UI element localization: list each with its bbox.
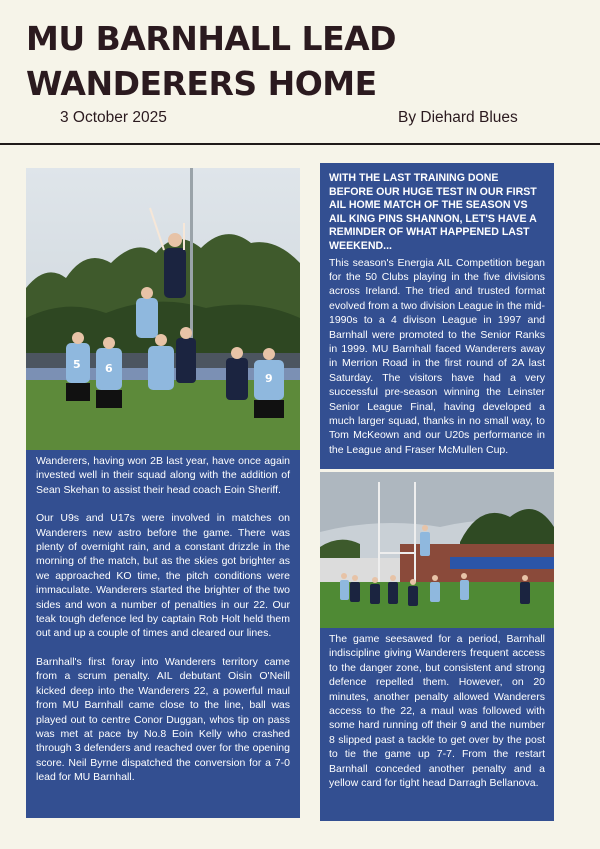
- left-article-panel: [26, 450, 300, 818]
- right-article-panel-top: [320, 163, 554, 469]
- article-intro: WITH THE LAST TRAINING DONE BEFORE OUR HUGE TEST IN OUR FIRST AIL HOME MATCH OF THE SEASON VS AIL KING PINS SHANNON, LET'S HAVE A REMINDER OF WHAT HAPPENED LAST WEEKEND...: [329, 172, 537, 252]
- article-paragraph: This season's Energia AIL Competition began for the 50 Clubs playing in the five divisions across Ireland. The tried and trusted format evolved from a two division League in the mid-1990s to a 4 divison League in 1997 and Barnhall were promoted to the Senior Ranks in 1999. MU Barnhall faced Wanderers away in Merrion Road in the first round of 2A last Saturday. The visitors have had a very successful pre-season winning the Leinster Senior League Final, having developed a much larger squad, thanks in no small way, to Tom McKeown and our U20s performance in the League and Fraser McMullen Cup.: [329, 256, 545, 456]
- article-author: By Diehard Blues: [398, 109, 518, 126]
- article-paragraph: Our U9s and U17s were involved in matches on Wanderers new astro before the game. There was plenty of overnight rain, and a constant drizzle in the morning of the match, but as the skies got brighter as we approached KO time, the pitch conditions were immaculate. Wanderers started the brighter of the two sides and won a number of penalties in our 22. Our teak tough defence led by captain Rob Holt held them out and up a couple of times and cleared our lines.: [36, 512, 290, 640]
- article-paragraph: Wanderers, having won 2B last year, have once again invested well in their squad along with the addition of Sean Skehan to assist their head coach Eoin Sheriff.: [36, 455, 290, 496]
- article-paragraph: The game seesawed for a period, Barnhall indiscipline giving Wanderers frequent access to the danger zone, but consistent and strong defence repelled them. However, on 20 minutes, another penalty allowed Wanderers access to the 22, a maul was followed with some hard running off their 9 and the number 8 slipped past a tackle to get over by the post to tie the game up 7-7. From the restart Barnhall conceded another penalty and a yellow card for tight head Darragh Bellanova.: [329, 633, 545, 790]
- lineout-photo: [26, 168, 300, 450]
- article-date: 3 October 2025: [60, 109, 167, 126]
- header-divider: [0, 143, 600, 145]
- article-title: MU BARNHALL LEAD WANDERERS HOME: [26, 19, 397, 103]
- svg-text:5: 5: [73, 358, 81, 371]
- svg-text:6: 6: [105, 362, 113, 375]
- svg-text:9: 9: [265, 372, 273, 385]
- article-paragraph: Barnhall's first foray into Wanderers territory came from a scrum penalty. AIL debutant Oisin O'Neill kicked deep into the Wanderers 22, a powerful maul from MU Barnhall came close to the line, ball was played out to centre Conor Duggan, whos tip on pass was met at pace by No.8 Eoin Kelly who crashed through 3 defenders and reached over for the opening score. Neil Byrne dispatched the conversion for a 7-0 lead for MU Barnhall.: [36, 655, 290, 784]
- match-photo: [320, 472, 554, 628]
- right-article-panel-bottom: [320, 628, 554, 821]
